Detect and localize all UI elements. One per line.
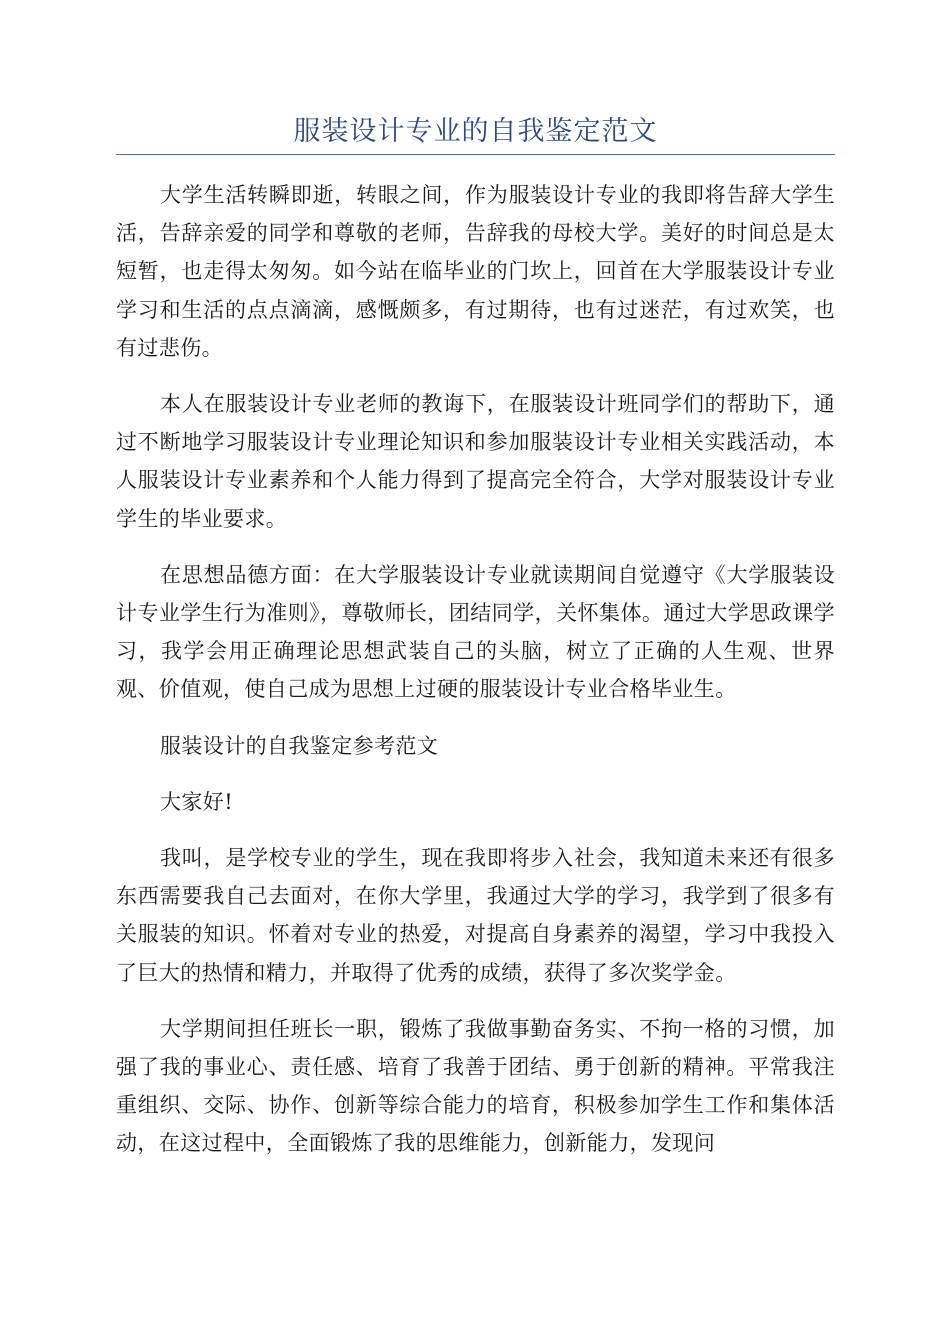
document-title: 服装设计专业的自我鉴定范文 xyxy=(293,116,658,147)
title-underline xyxy=(116,154,835,155)
paragraph-intro: 大学生活转瞬即逝，转眼之间，作为服装设计专业的我即将告辞大学生活，告辞亲爱的同学和尊敬的老师，告辞我的母校大学。美好的时间总是太短暂，也走得太匆匆。如今站在临毕业的门坎上，回首在大学服装设计专业学习和生活的点点滴滴，感慨颇多，有过期待，也有过迷茫，有过欢笑，也有过悲伤。 xyxy=(116,183,835,360)
greeting: 大家好! xyxy=(160,789,234,814)
paragraph-study: 本人在服装设计专业老师的教诲下，在服装设计班同学们的帮助下，通过不断地学习服装设计专业理论知识和参加服装设计专业相关实践活动，本人服装设计专业素养和个人能力得到了提高完全符合，大学对服装设计专业学生的毕业要求。 xyxy=(116,392,835,531)
document-body xyxy=(116,176,835,1181)
paragraph-ethics: 在思想品德方面：在大学服装设计专业就读期间自觉遵守《大学服装设计专业学生行为准则》，尊敬师长，团结同学，关怀集体。通过大学思政课学习，我学会用正确理论思想武装自己的头脑，树立了正确的人生观、世界观、价值观，使自己成为思想上过硬的服装设计专业合格毕业生。 xyxy=(116,562,835,702)
section-heading: 服装设计的自我鉴定参考范文 xyxy=(160,733,439,758)
paragraph-monitor: 大学期间担任班长一职，锻炼了我做事勤奋务实、不拘一格的习惯，加强了我的事业心、责任感、培育了我善于团结、勇于创新的精神。平常我注重组织、交际、协作、创新等综合能力的培育，积极参加学生工作和集体活动，在这过程中，全面锻炼了我的思维能力，创新能力，发现问 xyxy=(116,1016,835,1156)
paragraph-self-intro: 我叫，是学校专业的学生，现在我即将步入社会，我知道未来还有很多东西需要我自己去面对，在你大学里，我通过大学的学习，我学到了很多有关服装的知识。怀着对专业的热爱，对提高自身素养的渴望，学习中我投入了巨大的热情和精力，并取得了优秀的成绩，获得了多次奖学金。 xyxy=(116,846,835,985)
